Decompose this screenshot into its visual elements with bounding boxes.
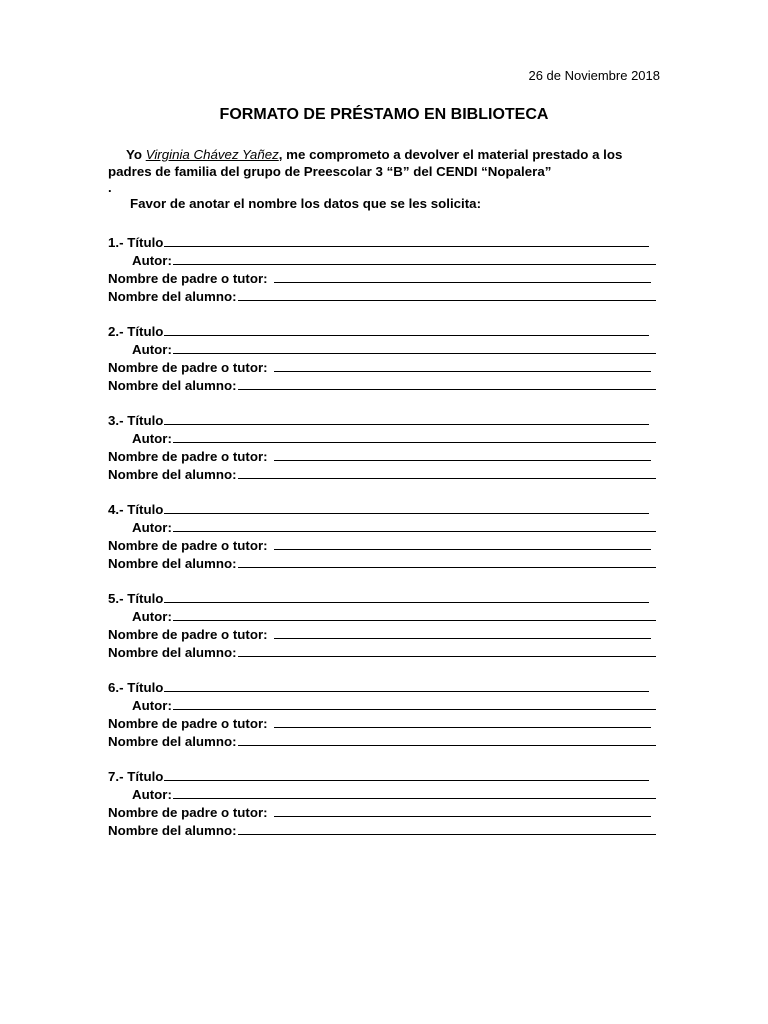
tutor-row bbox=[108, 268, 656, 286]
autor-blank-line[interactable] bbox=[173, 442, 656, 443]
alumno-row bbox=[108, 286, 656, 304]
tutor-row bbox=[108, 713, 656, 731]
loan-entry bbox=[108, 410, 656, 482]
tutor-label: Nombre de padre o tutor: bbox=[108, 271, 268, 286]
alumno-blank-line[interactable] bbox=[238, 567, 656, 568]
titulo-row bbox=[108, 766, 656, 784]
alumno-row bbox=[108, 375, 656, 393]
titulo-label: 7.- Título bbox=[108, 769, 164, 784]
alumno-label: Nombre del alumno: bbox=[108, 289, 237, 304]
tutor-row bbox=[108, 446, 656, 464]
intro-paragraph bbox=[108, 146, 668, 180]
loan-entry bbox=[108, 232, 656, 304]
autor-label: Autor: bbox=[132, 520, 172, 535]
titulo-row bbox=[108, 588, 656, 606]
autor-blank-line[interactable] bbox=[173, 620, 656, 621]
titulo-label: 4.- Título bbox=[108, 502, 164, 517]
titulo-blank-line[interactable] bbox=[164, 246, 649, 247]
alumno-label: Nombre del alumno: bbox=[108, 645, 237, 660]
alumno-blank-line[interactable] bbox=[238, 478, 656, 479]
titulo-row bbox=[108, 321, 656, 339]
autor-label: Autor: bbox=[132, 698, 172, 713]
titulo-row bbox=[108, 232, 656, 250]
autor-label: Autor: bbox=[132, 609, 172, 624]
alumno-blank-line[interactable] bbox=[238, 300, 656, 301]
alumno-row bbox=[108, 464, 656, 482]
tutor-label: Nombre de padre o tutor: bbox=[108, 538, 268, 553]
alumno-blank-line[interactable] bbox=[238, 656, 656, 657]
alumno-row bbox=[108, 553, 656, 571]
autor-label: Autor: bbox=[132, 253, 172, 268]
titulo-blank-line[interactable] bbox=[164, 780, 649, 781]
loan-entries bbox=[108, 232, 656, 855]
tutor-row bbox=[108, 535, 656, 553]
autor-blank-line[interactable] bbox=[173, 264, 656, 265]
titulo-label: 1.- Título bbox=[108, 235, 164, 250]
tutor-row bbox=[108, 357, 656, 375]
autor-row bbox=[108, 517, 656, 535]
alumno-blank-line[interactable] bbox=[238, 745, 656, 746]
alumno-row bbox=[108, 731, 656, 749]
autor-row bbox=[108, 606, 656, 624]
alumno-blank-line[interactable] bbox=[238, 389, 656, 390]
alumno-blank-line[interactable] bbox=[238, 834, 656, 835]
tutor-label: Nombre de padre o tutor: bbox=[108, 716, 268, 731]
loan-entry bbox=[108, 321, 656, 393]
document-title: FORMATO DE PRÉSTAMO EN BIBLIOTECA bbox=[219, 106, 549, 123]
alumno-label: Nombre del alumno: bbox=[108, 556, 237, 571]
tutor-label: Nombre de padre o tutor: bbox=[108, 805, 268, 820]
autor-row bbox=[108, 428, 656, 446]
tutor-label: Nombre de padre o tutor: bbox=[108, 360, 268, 375]
intro-prefix: Yo bbox=[126, 147, 146, 162]
alumno-row bbox=[108, 642, 656, 660]
librarian-name: Virginia Chávez Yañez bbox=[145, 147, 279, 162]
titulo-label: 6.- Título bbox=[108, 680, 164, 695]
titulo-label: 5.- Título bbox=[108, 591, 164, 606]
autor-blank-line[interactable] bbox=[173, 531, 656, 532]
loan-entry bbox=[108, 677, 656, 749]
titulo-blank-line[interactable] bbox=[164, 424, 649, 425]
autor-label: Autor: bbox=[132, 342, 172, 357]
instruction-text: Favor de anotar el nombre los datos que se les solicita: bbox=[130, 196, 481, 211]
titulo-label: 2.- Título bbox=[108, 324, 164, 339]
tutor-blank-line[interactable] bbox=[274, 727, 651, 728]
tutor-row bbox=[108, 624, 656, 642]
titulo-blank-line[interactable] bbox=[164, 602, 649, 603]
autor-label: Autor: bbox=[132, 431, 172, 446]
autor-blank-line[interactable] bbox=[173, 353, 656, 354]
titulo-row bbox=[108, 677, 656, 695]
document-date: 26 de Noviembre 2018 bbox=[528, 68, 660, 83]
titulo-blank-line[interactable] bbox=[164, 691, 649, 692]
alumno-row bbox=[108, 820, 656, 838]
tutor-blank-line[interactable] bbox=[274, 460, 651, 461]
tutor-blank-line[interactable] bbox=[274, 282, 651, 283]
autor-row bbox=[108, 784, 656, 802]
alumno-label: Nombre del alumno: bbox=[108, 378, 237, 393]
stray-dot: . bbox=[108, 180, 112, 195]
alumno-label: Nombre del alumno: bbox=[108, 467, 237, 482]
autor-row bbox=[108, 695, 656, 713]
autor-label: Autor: bbox=[132, 787, 172, 802]
tutor-row bbox=[108, 802, 656, 820]
intro-text: , me comprometo a devolver el material prestado a los padres de familia del grupo de Preescolar 3 “B” del CENDI “Nopalera” bbox=[108, 147, 623, 179]
autor-blank-line[interactable] bbox=[173, 798, 656, 799]
tutor-blank-line[interactable] bbox=[274, 549, 651, 550]
autor-blank-line[interactable] bbox=[173, 709, 656, 710]
titulo-row bbox=[108, 499, 656, 517]
titulo-row bbox=[108, 410, 656, 428]
autor-row bbox=[108, 339, 656, 357]
loan-entry bbox=[108, 588, 656, 660]
tutor-label: Nombre de padre o tutor: bbox=[108, 449, 268, 464]
tutor-blank-line[interactable] bbox=[274, 816, 651, 817]
titulo-label: 3.- Título bbox=[108, 413, 164, 428]
tutor-label: Nombre de padre o tutor: bbox=[108, 627, 268, 642]
tutor-blank-line[interactable] bbox=[274, 638, 651, 639]
tutor-blank-line[interactable] bbox=[274, 371, 651, 372]
loan-entry bbox=[108, 499, 656, 571]
autor-row bbox=[108, 250, 656, 268]
alumno-label: Nombre del alumno: bbox=[108, 734, 237, 749]
loan-entry bbox=[108, 766, 656, 838]
titulo-blank-line[interactable] bbox=[164, 513, 649, 514]
alumno-label: Nombre del alumno: bbox=[108, 823, 237, 838]
titulo-blank-line[interactable] bbox=[164, 335, 649, 336]
